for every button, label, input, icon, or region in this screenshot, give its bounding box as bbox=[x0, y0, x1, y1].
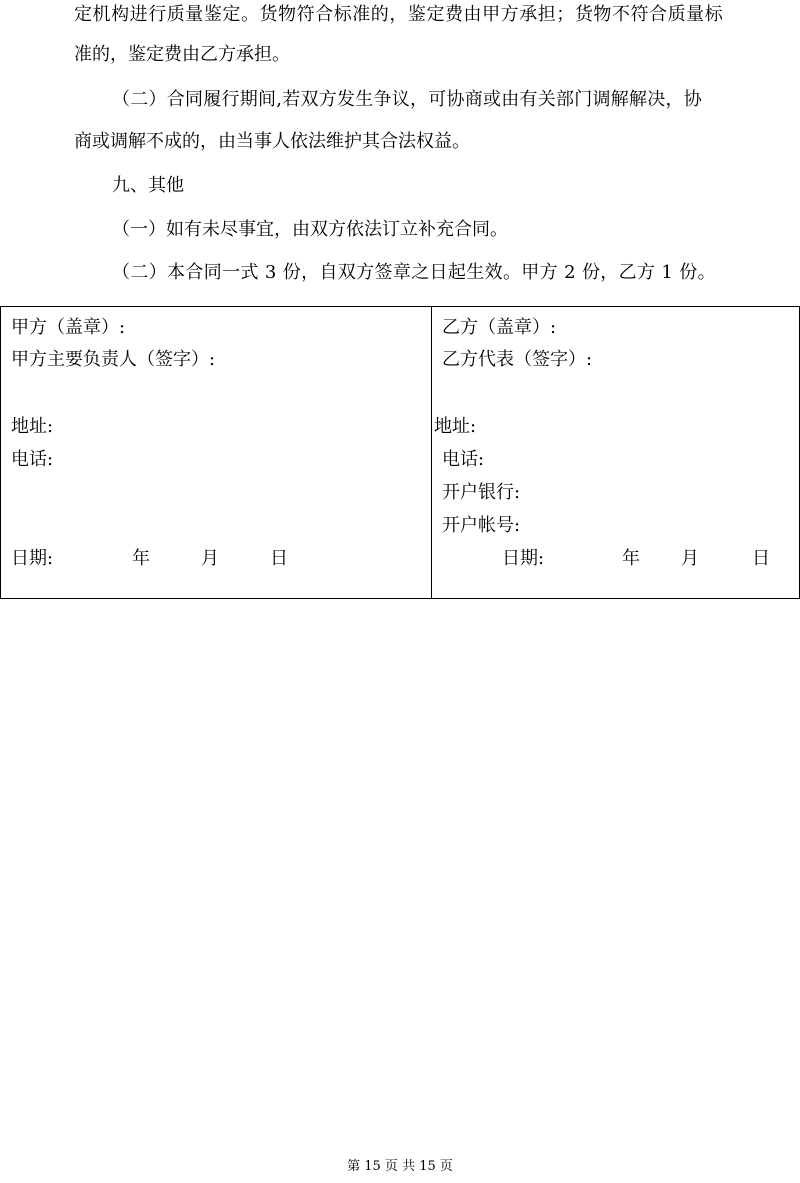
section-heading: 九、其他 bbox=[112, 175, 184, 196]
party-b-account-label: 开户帐号: bbox=[442, 515, 521, 536]
party-a-year-label: 年 bbox=[132, 548, 150, 569]
page-number-footer: 第 15 页 共 15 页 bbox=[347, 1159, 453, 1174]
party-b-seal-label: 乙方（盖章）: bbox=[442, 317, 557, 338]
paragraph-line: （二）合同履行期间,若双方发生争议，可协商或由有关部门调解解决，协 bbox=[112, 89, 702, 110]
party-a-seal-label: 甲方（盖章）: bbox=[11, 317, 126, 338]
party-a-day-label: 日 bbox=[270, 548, 288, 569]
party-b-month-label: 月 bbox=[681, 548, 699, 569]
paragraph-line: （二）本合同一式 3 份，自双方签章之日起生效。甲方 2 份，乙方 1 份。 bbox=[112, 262, 716, 283]
paragraph-line: 商或调解不成的，由当事人依法维护其合法权益。 bbox=[74, 131, 470, 152]
party-b-day-label: 日 bbox=[752, 548, 770, 569]
paragraph-line: 准的，鉴定费由乙方承担。 bbox=[74, 44, 290, 65]
party-b-date-label: 日期: bbox=[502, 548, 545, 569]
party-a-address-label: 地址: bbox=[11, 416, 54, 437]
paragraph-line: 定机构进行质量鉴定。货物符合标准的，鉴定费由甲方承担；货物不符合质量标 bbox=[74, 4, 724, 25]
paragraph-line: （一）如有未尽事宜，由双方依法订立补充合同。 bbox=[112, 219, 508, 240]
party-b-representative-label: 乙方代表（签字）: bbox=[442, 349, 593, 370]
party-b-year-label: 年 bbox=[622, 548, 640, 569]
party-a-representative-label: 甲方主要负责人（签字）: bbox=[11, 349, 216, 370]
party-b-phone-label: 电话: bbox=[442, 449, 485, 470]
signature-table bbox=[0, 306, 800, 599]
table-divider bbox=[431, 307, 432, 598]
party-a-date-label: 日期: bbox=[11, 548, 54, 569]
party-a-phone-label: 电话: bbox=[11, 449, 54, 470]
party-b-address-label: 地址: bbox=[434, 416, 477, 437]
party-a-month-label: 月 bbox=[201, 548, 219, 569]
party-b-bank-label: 开户银行: bbox=[442, 482, 521, 503]
